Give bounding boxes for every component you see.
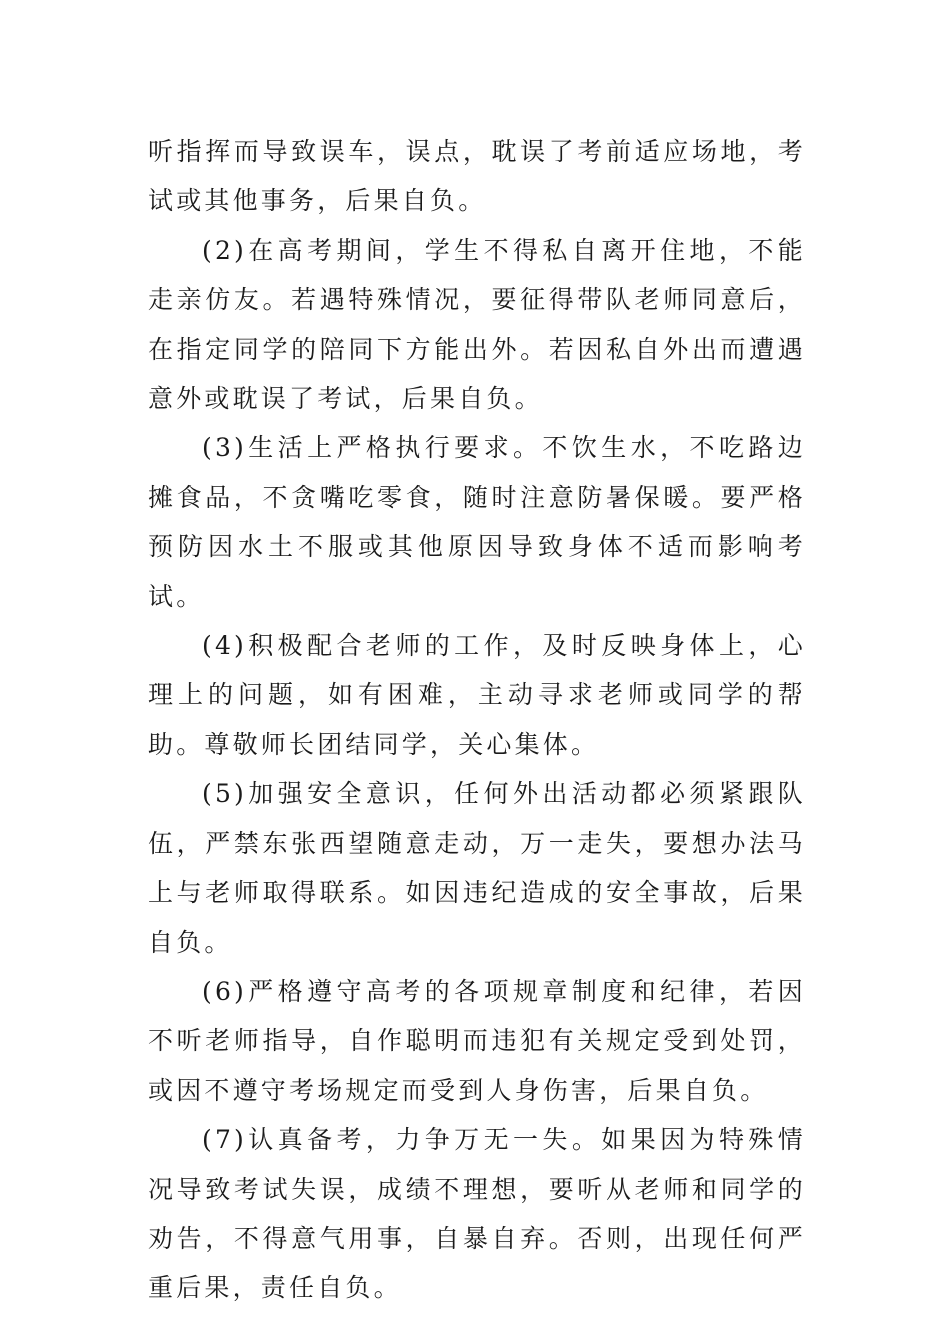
document-body — [148, 127, 806, 1313]
paragraph-item-3: (3)生活上严格执行要求。不饮生水，不吃路边摊食品，不贪嘴吃零食，随时注意防暑保暖。要严格预防因水土不服或其他原因导致身体不适而影响考试。 — [148, 433, 806, 611]
paragraph-item-7: (7)认真备考，力争万无一失。如果因为特殊情况导致考试失误，成绩不理想，要听从老师和同学的劝告，不得意气用事，自暴自弃。否则，出现任何严重后果，责任自负。 — [148, 1125, 806, 1303]
paragraph-item-4: (4)积极配合老师的工作，及时反映身体上，心理上的问题，如有困难，主动寻求老师或同学的帮助。尊敬师长团结同学，关心集体。 — [148, 631, 806, 759]
paragraph-item-6: (6)严格遵守高考的各项规章制度和纪律，若因不听老师指导，自作聪明而违犯有关规定受到处罚，或因不遵守考场规定而受到人身伤害，后果自负。 — [148, 976, 806, 1105]
paragraph-item-5: (5)加强安全意识，任何外出活动都必须紧跟队伍，严禁东张西望随意走动，万一走失，要想办法马上与老师取得联系。如因违纪造成的安全事故，后果自负。 — [148, 779, 806, 957]
paragraph-item-2: (2)在高考期间，学生不得私自离开住地，不能走亲仿友。若遇特殊情况，要征得带队老师同意后，在指定同学的陪同下方能出外。若因私自外出而遭遇意外或耽误了考试，后果自负。 — [148, 235, 806, 414]
paragraph-continuation: 听指挥而导致误车，误点，耽误了考前适应场地，考试或其他事务，后果自负。 — [148, 137, 806, 216]
